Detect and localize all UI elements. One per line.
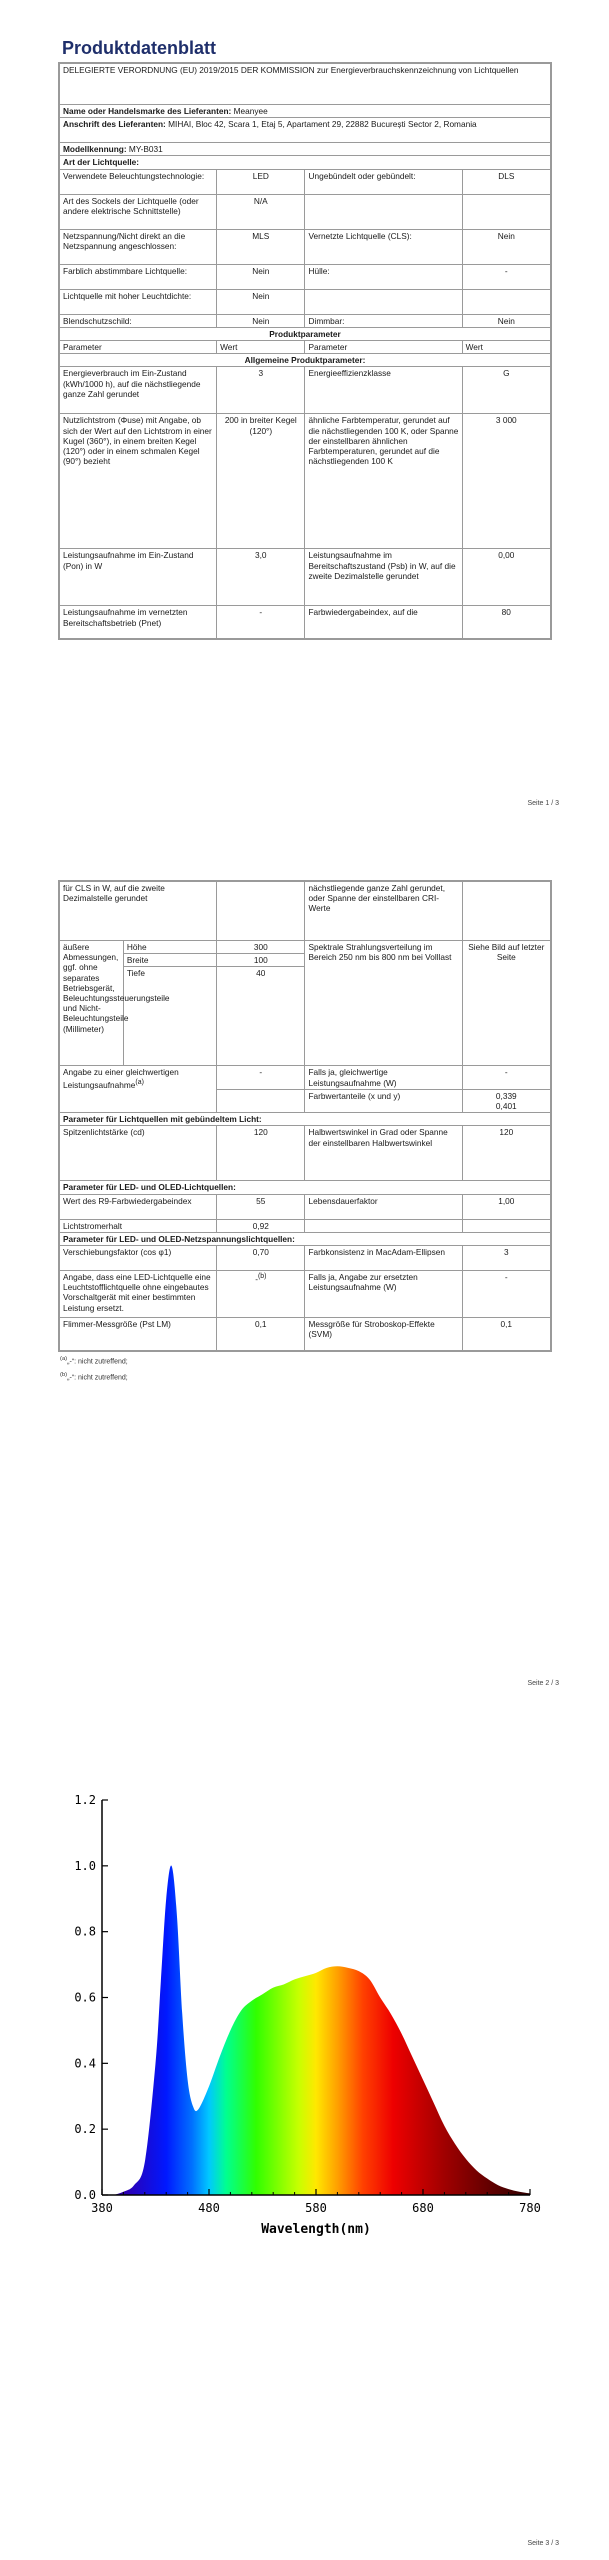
- model-row: [60, 143, 551, 156]
- param-label: Nutzlichtstrom (Φuse) mit Angabe, ob sich der Wert auf den Lichtstrom in einer Kugel (360°), in einem breiten Kegel (120°) oder in einem schmalen Kegel (90°) bezieht: [60, 414, 217, 549]
- dimensions-label: äußere Abmessungen, ggf. ohne separates Betriebsgerät, Beleuchtungssteuerungsteile und Nicht-Beleuchtungsteile (Millimeter): [60, 941, 124, 1066]
- type-value: N/A: [217, 194, 305, 229]
- color-coordinates-value: [462, 1089, 550, 1112]
- param-label: nächstliegende ganze Zahl gerundet, oder Spanne der einstellbaren CRI-Werte: [305, 882, 462, 941]
- type-value: LED: [217, 169, 305, 194]
- survival-factor-label: Lebensdauerfaktor: [305, 1194, 462, 1219]
- empty-cell: [305, 1219, 462, 1232]
- param-value: [462, 882, 550, 941]
- product-parameters-heading: Produktparameter: [60, 327, 551, 340]
- x-axis-label: Wavelength(nm): [261, 2222, 371, 2237]
- beam-angle-value: 120: [462, 1126, 550, 1181]
- equivalent-power-text: Angabe zu einer gleichwertigen Leistungsaufnahme: [63, 1067, 179, 1090]
- param-value: 3: [217, 367, 305, 414]
- general-parameters-heading: Allgemeine Produktparameter:: [60, 354, 551, 367]
- led-heading: Parameter für LED- und OLED-Lichtquellen:: [60, 1181, 551, 1194]
- type-value: DLS: [462, 169, 550, 194]
- model-value: MY-B031: [128, 144, 163, 155]
- spectral-value: Siehe Bild auf letzter Seite: [462, 941, 550, 1066]
- param-label: ähnliche Farbtemperatur, gerundet auf die nächstliegenden 100 K, oder Spanne der einstellbaren ähnlichen Farbtemperaturen, gerundet auf die nächstliegenden 100 K: [305, 414, 462, 549]
- peak-intensity-value: 120: [217, 1126, 305, 1181]
- param-value: 3 000: [462, 414, 550, 549]
- equivalent-power-value-2: -: [462, 1066, 550, 1089]
- type-label: Vernetzte Lichtquelle (CLS):: [305, 229, 462, 264]
- datasheet-table-page1: [58, 62, 552, 640]
- replacement-power-value: -: [462, 1271, 550, 1318]
- replacement-value-text: -: [255, 1273, 258, 1284]
- param-label: Leistungsaufnahme im Ein-Zustand (Pon) in W: [60, 549, 217, 606]
- page-title: Produktdatenblatt: [62, 38, 217, 58]
- lumen-maintenance-label: Lichtstromerhalt: [60, 1219, 217, 1232]
- type-value: [462, 194, 550, 229]
- supplier-name-row: [60, 105, 551, 118]
- supplier-address-row: [60, 118, 551, 143]
- type-value: -: [462, 264, 550, 289]
- power-factor-label: Verschiebungsfaktor (cos φ1): [60, 1246, 217, 1271]
- dimension-value: 100: [217, 954, 305, 967]
- color-x-value: 0,339: [495, 1090, 517, 1101]
- dimension-value: 300: [217, 941, 305, 954]
- param-label: Energieeffizienzklasse: [305, 367, 462, 414]
- type-label: Netzspannung/Nicht direkt an die Netzspannung angeschlossen:: [60, 229, 217, 264]
- page-2: [0, 880, 609, 1700]
- param-label: Leistungsaufnahme im vernetzten Bereitschaftsbetrieb (Pnet): [60, 606, 217, 639]
- param-value: -: [217, 606, 305, 639]
- spectrum-area: [102, 1866, 530, 2195]
- column-header-parameter: Parameter: [60, 341, 217, 354]
- footnote-marker: (b): [60, 1372, 68, 1378]
- fluorescent-replacement-value: [217, 1271, 305, 1318]
- type-value: Nein: [217, 264, 305, 289]
- footnote-a: [60, 1356, 128, 1365]
- type-label: [305, 289, 462, 314]
- empty-cell: [462, 1219, 550, 1232]
- survival-factor-value: 1,00: [462, 1194, 550, 1219]
- flicker-value: 0,1: [217, 1318, 305, 1351]
- param-value: [217, 882, 305, 941]
- supplier-name-value: Meanyee: [233, 106, 268, 116]
- x-tick-label: 780: [519, 2201, 541, 2215]
- directional-heading: Parameter für Lichtquellen mit gebündeltem Licht:: [60, 1113, 551, 1126]
- column-header-value: Wert: [462, 341, 550, 354]
- param-label: Leistungsaufnahme im Bereitschaftszustand (Psb) in W, auf die zweite Dezimalstelle gerundet: [305, 549, 462, 606]
- type-label: [305, 194, 462, 229]
- power-factor-value: 0,70: [217, 1246, 305, 1271]
- y-tick-label: 1.2: [74, 1793, 96, 1807]
- footnote-text: „-“: nicht zutreffend;: [67, 1358, 128, 1366]
- dimension-value: 40: [217, 967, 305, 1066]
- empty-cell: [217, 1089, 305, 1112]
- dimension-name: Höhe: [123, 941, 216, 954]
- page-number: Seite 1 / 3: [527, 800, 559, 807]
- r9-label: Wert des R9-Farbwiedergabeindex: [60, 1194, 217, 1219]
- model-label: Modellkennung:: [63, 144, 127, 155]
- type-label: Farblich abstimmbare Lichtquelle:: [60, 264, 217, 289]
- column-header-parameter: Parameter: [305, 341, 462, 354]
- footnote-marker: (a): [60, 1356, 68, 1362]
- type-label: Blendschutzschild:: [60, 314, 217, 327]
- y-tick-label: 0.8: [74, 1924, 96, 1939]
- mains-heading: Parameter für LED- und OLED-Netzspannungslichtquellen:: [60, 1232, 551, 1245]
- y-tick-label: 0.2: [74, 2122, 96, 2137]
- type-label: Dimmbar:: [305, 314, 462, 327]
- type-label: Ungebündelt oder gebündelt:: [305, 169, 462, 194]
- macadam-label: Farbkonsistenz in MacAdam-Ellipsen: [305, 1246, 462, 1271]
- x-tick-label: 580: [305, 2201, 327, 2215]
- macadam-value: 3: [462, 1246, 550, 1271]
- color-y-value: 0,401: [495, 1101, 517, 1112]
- stroboscopic-label: Messgröße für Stroboskop-Effekte (SVM): [305, 1318, 462, 1351]
- beam-angle-label: Halbwertswinkel in Grad oder Spanne der einstellbaren Halbwertswinkel: [305, 1126, 462, 1181]
- type-label: Lichtquelle mit hoher Leuchtdichte:: [60, 289, 217, 314]
- regulation-intro: DELEGIERTE VERORDNUNG (EU) 2019/2015 DER KOMMISSION zur Energieverbrauchskennzeichnung von Lichtquellen: [60, 64, 551, 105]
- dimension-name: Tiefe: [123, 967, 216, 1066]
- y-tick-label: 0.6: [74, 1990, 96, 2005]
- equivalent-power-label-2: Falls ja, gleichwertige Leistungsaufnahme (W): [305, 1066, 462, 1089]
- equivalent-power-value: -: [217, 1066, 305, 1089]
- x-tick-label: 680: [412, 2201, 434, 2215]
- param-value: 80: [462, 606, 550, 639]
- footnote-ref: (a): [135, 1078, 144, 1086]
- param-label: Energieverbrauch im Ein-Zustand (kWh/1000 h), auf die nächstliegende ganze Zahl gerundet: [60, 367, 217, 414]
- type-label: Verwendete Beleuchtungstechnologie:: [60, 169, 217, 194]
- y-tick-label: 1.0: [74, 1858, 96, 1873]
- type-value: [462, 289, 550, 314]
- y-tick-label: 0.0: [74, 2188, 96, 2202]
- spectrum-svg: [30, 1780, 550, 2250]
- fluorescent-replacement-label: Angabe, dass eine LED-Lichtquelle eine Leuchtstofflichtquelle ohne eingebautes Vorschaltgerät mit einer bestimmten Leistung ersetzt.: [60, 1271, 217, 1318]
- type-value: Nein: [462, 314, 550, 327]
- color-coordinates-label: Farbwertanteile (x und y): [305, 1089, 462, 1112]
- replacement-power-label: Falls ja, Angabe zur ersetzten Leistungsaufnahme (W): [305, 1271, 462, 1318]
- type-label: Hülle:: [305, 264, 462, 289]
- page-1: [0, 0, 609, 820]
- flicker-label: Flimmer-Messgröße (Pst LM): [60, 1318, 217, 1351]
- equivalent-power-label: [60, 1066, 217, 1113]
- stroboscopic-value: 0,1: [462, 1318, 550, 1351]
- peak-intensity-label: Spitzenlichtstärke (cd): [60, 1126, 217, 1181]
- y-tick-label: 0.4: [74, 2056, 96, 2071]
- type-value: Nein: [217, 289, 305, 314]
- param-value: 3,0: [217, 549, 305, 606]
- page-3: [0, 1740, 609, 2560]
- page-number: Seite 3 / 3: [527, 2540, 559, 2547]
- r9-value: 55: [217, 1194, 305, 1219]
- param-label: für CLS in W, auf die zweite Dezimalstelle gerundet: [60, 882, 217, 941]
- supplier-name-label: Name oder Handelsmarke des Lieferanten:: [63, 106, 232, 116]
- supplier-address-label: Anschrift des Lieferanten:: [63, 119, 166, 130]
- param-value: G: [462, 367, 550, 414]
- spectrum-chart: [30, 1780, 550, 2250]
- param-label: Farbwiedergabeindex, auf die: [305, 606, 462, 639]
- supplier-address-value: MIHAI, Bloc 42, Scara 1, Etaj 5, Apartament 29, 22882 București Sector 2, Romania: [168, 119, 477, 130]
- footnote-b: [60, 1372, 128, 1381]
- param-value: 0,00: [462, 549, 550, 606]
- spectral-label: Spektrale Strahlungsverteilung im Bereich 250 nm bis 800 nm bei Volllast: [305, 941, 462, 1066]
- dimension-name: Breite: [123, 954, 216, 967]
- x-tick-label: 480: [198, 2201, 220, 2215]
- type-value: Nein: [462, 229, 550, 264]
- column-header-value: Wert: [217, 341, 305, 354]
- x-tick-label: 380: [91, 2201, 113, 2215]
- footnote-ref: (b): [257, 1273, 267, 1281]
- type-label: Art des Sockels der Lichtquelle (oder andere elektrische Schnittstelle): [60, 194, 217, 229]
- param-value: 200 in breiter Kegel (120°): [217, 414, 305, 549]
- type-value: Nein: [217, 314, 305, 327]
- type-value: MLS: [217, 229, 305, 264]
- page-number: Seite 2 / 3: [527, 1680, 559, 1687]
- footnote-text: „-“: nicht zutreffend;: [67, 1374, 128, 1382]
- lumen-maintenance-value: 0,92: [217, 1219, 305, 1232]
- datasheet-table-page2: [58, 880, 552, 1352]
- light-source-type-heading: Art der Lichtquelle:: [60, 156, 551, 169]
